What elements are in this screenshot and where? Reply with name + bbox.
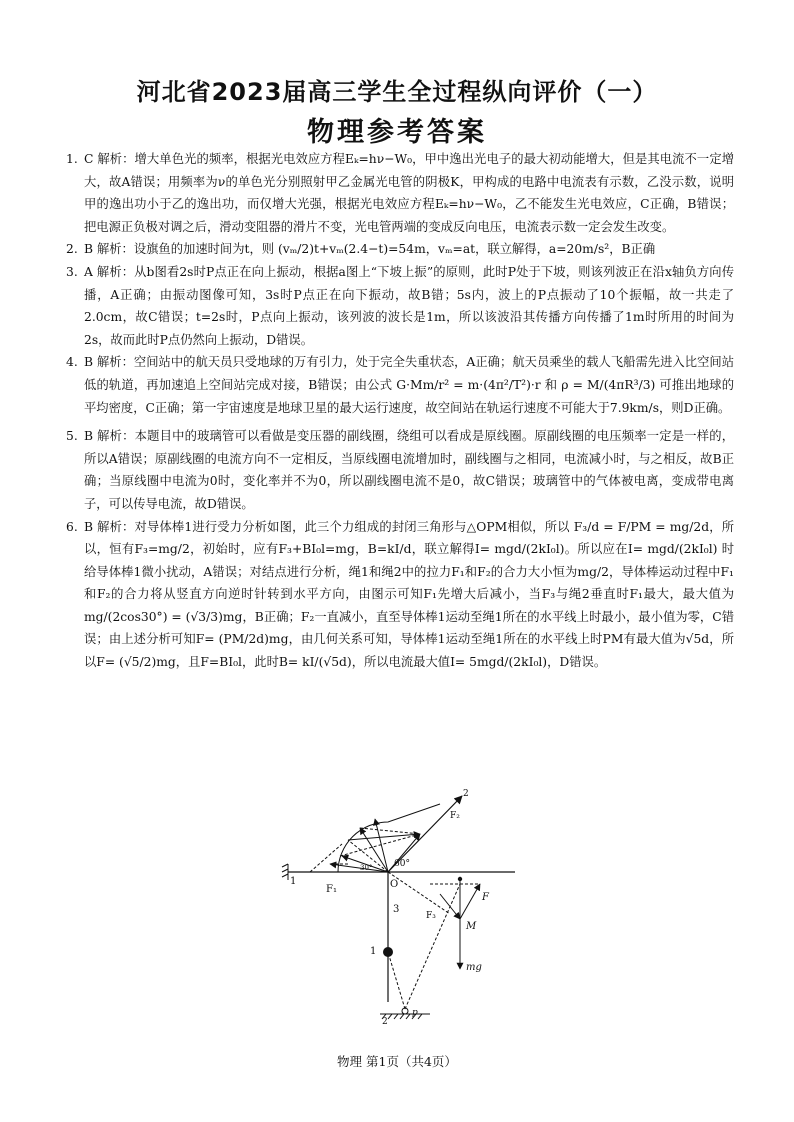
point-m-dot xyxy=(458,877,462,881)
page-title: 河北省2023届高三学生全过程纵向评价（一） xyxy=(136,78,658,106)
answer-item-2 xyxy=(66,238,734,261)
answer-number: 1. xyxy=(66,152,78,166)
label-f3: F₃ xyxy=(426,911,436,921)
locus-arc xyxy=(338,804,440,872)
answer-item-5 xyxy=(66,425,734,515)
label-rod1: 1 xyxy=(370,946,377,957)
answer-number: 3. xyxy=(66,264,78,279)
answer-text: A 解析：从b图看2s时P点正在向上振动，根据a图上“下坡上振”的原则，此时P处于下坡，则该列波正在沿x轴负方向传播，A正确；由振动图像可知，3s时P点正在向下振动，故B错；5s内，波上的P点振动了10个振幅，故一共走了2.0cm，故C错误；t=2s时，P点向上振动，该列波的波长是1m，所以该波沿其传播方向传播了1m时所用的时间为2s，故而此时P点仍然向上振动，D错误。 xyxy=(84,264,734,347)
page-footer: 物理 第1页（共4页） xyxy=(337,1054,457,1069)
label-angle30: 30° xyxy=(360,864,373,872)
answer-number: 6. xyxy=(66,519,78,534)
answer-number: 2. xyxy=(66,242,78,257)
label-rope2-top: 2 xyxy=(463,789,469,799)
label-rope3: 3 xyxy=(393,904,400,915)
label-rope1: 1 xyxy=(290,876,297,887)
label-f1: F₁ xyxy=(326,884,337,895)
answer-item-6 xyxy=(66,516,734,674)
answer-text: C 解析：增大单色光的频率，根据光电效应方程Eₖ=hν−W₀，甲中逸出光电子的最大初动能增大，但是其电流不一定增大，故A错误；用频率为ν的单色光分别照射甲乙金属光电管的阴极K，甲构成的电路中电流表有示数，乙没示数，说明甲的逸出功小于乙的逸出功，而仅增大光强，根据光电效应方程Eₖ=hν−W₀，乙不能发生光电效应，C正确，B错误；把电源正负极对调之后，滑动变阻器的滑片不变，光电管两端的变成反向电压，电流表示数一定会发生改变。 xyxy=(84,152,734,234)
force-diagram xyxy=(270,784,525,1029)
answer-text: B 解析：对导体棒1进行受力分析如图，此三个力组成的封闭三角形与△OPM相似，所以 F₃/d = F/PM = mg/2d，所以，恒有F₃=mg/2，初始时，应有F₃+BI₀l=mg，B=kI/d，联立解得I= mgd/(2kI₀l)。所以应在I= mgd/(2kI₀l) 时给导体棒1微小扰动，A错误；对结点进行分析，绳1和绳2中的拉力F₁和F₂的合力大小恒为mg/2，导体棒运动过程中F₁和F₂的合力将从竖直方向逆时针转到水平方向，由图示可知F₁先增大后减小，当F₃与绳2垂直时F₁最大，最大值为 mg/(2cos30°) = (√3/3)mg，B正确；F₂一直减小，直至导体棒1运动至绳1所在的水平线上时最小，最小值为零，C错误；由上述分析可知F= (PM/2d)mg，由几何关系可知，导体棒1运动至绳1所在的水平线上时PM有最大值为√5d，所以F= (√5/2)mg，且F=BI₀l，此时B= kI/(√5d)，所以电流最大值I= 5mgd/(2kI₀l)，D错误。 xyxy=(84,519,734,670)
rod-1-ball xyxy=(383,947,393,957)
label-p: p xyxy=(412,1008,418,1018)
label-f: F xyxy=(482,892,489,903)
answer-list xyxy=(66,148,734,674)
answer-number: 4. xyxy=(66,355,78,370)
answer-text: B 解析：设旗鱼的加速时间为t，则 (vₘ/2)t+vₘ(2.4−t)=54m，vₘ=at，联立解得，a=20m/s²，B正确 xyxy=(84,242,656,257)
label-f2: F₂ xyxy=(450,811,460,821)
answer-item-4 xyxy=(66,351,734,419)
label-mg: mg xyxy=(466,962,482,973)
answer-text: B 解析：空间站中的航天员只受地球的万有引力，处于完全失重状态，A正确；航天员乘坐的载人飞船需先进入比空间站低的轨道，再加速追上空间站完成对接，B错误；由公式 G·Mm/r² = m·(4π²/T²)·r 和 ρ = M/(4πR³/3) 可推出地球的平均密度，C正确；第一宇宙速度是地球卫星的最大运行速度，故空间站在轨运行速度不可能大于7.9km/s，则D正确。 xyxy=(84,355,734,415)
label-angle60: 60° xyxy=(394,859,410,869)
answer-item-1 xyxy=(66,148,734,238)
answer-item-3 xyxy=(66,261,734,351)
dashed-p-up xyxy=(388,952,405,1009)
answer-number: 5. xyxy=(66,429,78,444)
left-wall-hatch xyxy=(282,864,288,880)
label-m: M xyxy=(466,921,477,932)
label-rope2-bottom: 2 xyxy=(382,1017,388,1027)
page-subtitle: 物理参考答案 xyxy=(307,117,487,148)
dashed-pm xyxy=(405,884,460,1009)
label-o: O xyxy=(390,879,399,890)
answer-text: B 解析：本题目中的玻璃管可以看做是变压器的副线圈，绕组可以看成是原线圈。原副线圈的电压频率一定是一样的，所以A错误；原副线圈的电流方向不一定相反，当原线圈电流增加时，副线圈与之相同，电流减小时，与之相反，故B正确；当原线圈中电流为0时，变化率并不为0，所以副线圈电流不是0，故C错误；玻璃管中的气体被电离，变成带电离子，可以传导电流，故D错误。 xyxy=(84,429,734,511)
